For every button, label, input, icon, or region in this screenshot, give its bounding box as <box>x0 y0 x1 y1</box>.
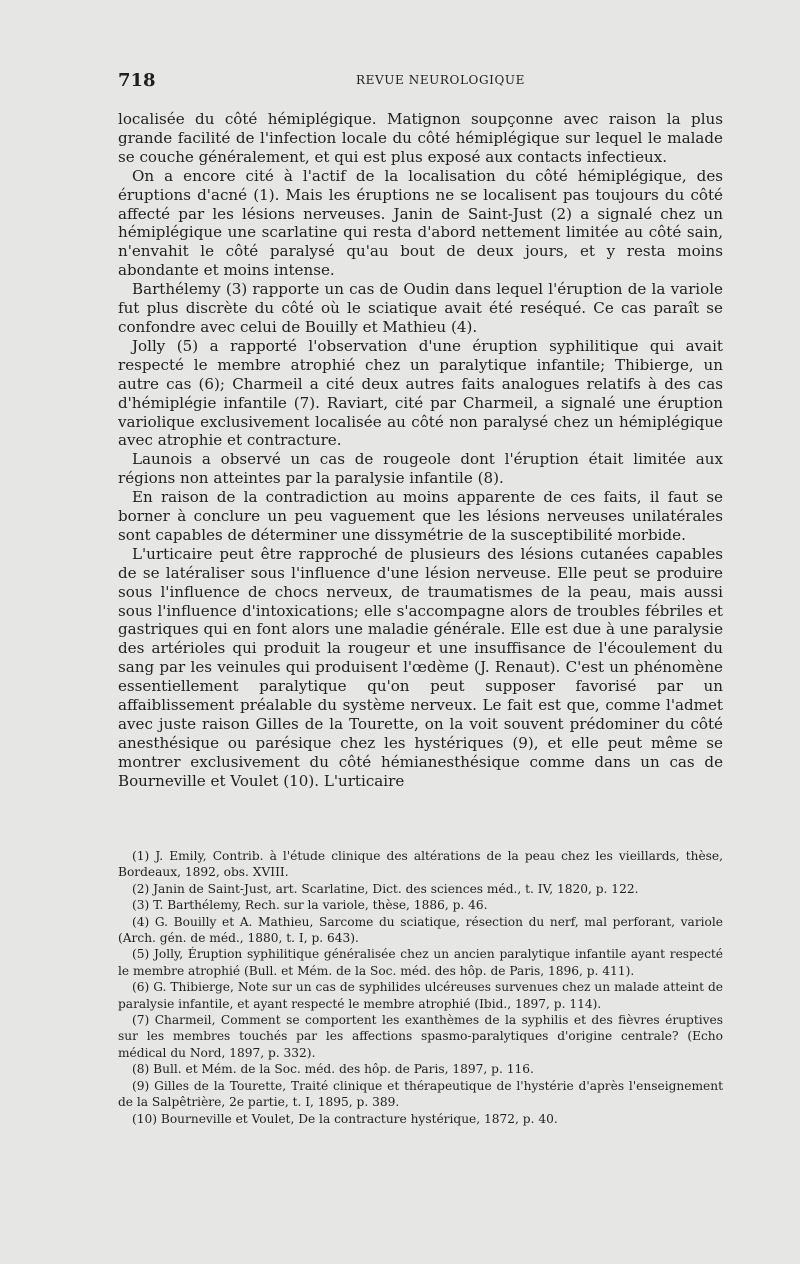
footnote: (10) Bourneville et Voulet, De la contracture hystérique, 1872, p. 40. <box>132 1111 558 1126</box>
paragraph: L'urticaire peut être rapproché de plusieurs des lésions cutanées capables de se latéraliser sous l'influence d'une lésion nerveuse. Elle peut se produire sous l'influence de chocs nerveux, de traumatismes de la peau, mais aussi sous l'influence d'intoxications; elle s'accompagne alors de troubles fébriles et gastriques qui en font alors une maladie générale. Elle est due à une paralysie des artérioles qui produit la rougeur et une insuffisance de l'écoulement du sang par les veinules qui produisent l'œdème (J. Renaut). C'est un phénomène essentiellement paralytique qu'on peut supposer favorisé par un affaiblissement préalable du système nerveux. Le fait est que, comme l'admet avec juste raison Gilles de la Tourette, on la voit souvent prédominer du côté anesthésique ou parésique chez les hystériques (9), et elle peut même se montrer exclusivement du côté hémianesthésique comme dans un cas de Bourneville et Voulet (10). L'urticaire <box>118 544 723 790</box>
page-number: 718 <box>118 70 156 91</box>
body-text <box>118 110 723 791</box>
running-title: REVUE NEUROLOGIQUE <box>355 73 526 87</box>
footnote: (4) G. Bouilly et A. Mathieu, Sarcome du sciatique, résection du nerf, mal perforant, variole (Arch. gén. de méd., 1880, t. I, p. 643). <box>118 914 723 946</box>
paragraph: Barthélemy (3) rapporte un cas de Oudin dans lequel l'éruption de la variole fut plus discrète du côté où le sciatique avait été reséqué. Ce cas paraît se confondre avec celui de Bouilly et Mathieu (4). <box>118 280 723 336</box>
footnote: (5) Jolly, Éruption syphilitique généralisée chez un ancien paralytique infantile ayant respecté le membre atrophié (Bull. et Mém. de la Soc. méd. des hôp. de Paris, 1896, p. 411). <box>118 947 723 978</box>
footnote: (7) Charmeil, Comment se comportent les exanthèmes de la syphilis et des fièvres éruptives sur les membres touchés par les affections spasmo-paralytiques d'origine centrale? (Echo médical du Nord, 1897, p. 332). <box>118 1013 723 1060</box>
footnote: (3) T. Barthélemy, Rech. sur la variole, thèse, 1886, p. 46. <box>132 898 488 913</box>
paragraph: localisée du côté hémiplégique. Matignon soupçonne avec raison la plus grande facilité de l'infection locale du côté hémiplégique sur lequel le malade se couche généralement, et qui est plus exposé aux contacts infectieux. <box>118 110 723 166</box>
paragraph: On a encore cité à l'actif de la localisation du côté hémiplégique, des éruptions d'acné (1). Mais les éruptions ne se localisent pas toujours du côté affecté par les lésions nerveuses. Janin de Saint-Just (2) a signalé chez un hémiplégique une scarlatine qui resta d'abord nettement limitée au côté sain, n'envahit le côté paralysé qu'au bout de deux jours, et y resta moins abondante et moins intense. <box>118 166 723 280</box>
footnote: (6) G. Thibierge, Note sur un cas de syphilides ulcéreuses survenues chez un malade atteint de paralysie infantile, et ayant respecté le membre atrophié (Ibid., 1897, p. 114). <box>118 980 723 1011</box>
footnote: (1) J. Emily, Contrib. à l'étude clinique des altérations de la peau chez les vieillards, thèse, Bordeaux, 1892, obs. XVIII. <box>118 849 723 880</box>
footnotes <box>118 848 723 1127</box>
footnote: (2) Janin de Saint-Just, art. Scarlatine, Dict. des sciences méd., t. IV, 1820, p. 122. <box>132 881 639 896</box>
paragraph: Jolly (5) a rapporté l'observation d'une éruption syphilitique qui avait respecté le membre atrophié chez un paralytique infantile; Thibierge, un autre cas (6); Charmeil a cité deux autres faits analogues relatifs à des cas d'hémiplégie infantile (7). Raviart, cité par Charmeil, a signalé une éruption variolique exclusivement localisée au côté non paralysé chez un hémiplégique avec atrophie et contracture. <box>118 336 723 450</box>
footnote: (9) Gilles de la Tourette, Traité clinique et thérapeutique de l'hystérie d'après l'enseignement de la Salpêtrière, 2e partie, t. I, 1895, p. 389. <box>118 1078 723 1110</box>
page-header <box>118 70 723 92</box>
footnote: (8) Bull. et Mém. de la Soc. méd. des hôp. de Paris, 1897, p. 116. <box>132 1062 534 1077</box>
paragraph: En raison de la contradiction au moins apparente de ces faits, il faut se borner à conclure un peu vaguement que les lésions nerveuses unilatérales sont capables de déterminer une dissymétrie de la susceptibilité morbide. <box>118 488 723 544</box>
paragraph: Launois a observé un cas de rougeole dont l'éruption était limitée aux régions non atteintes par la paralysie infantile (8). <box>118 450 723 488</box>
